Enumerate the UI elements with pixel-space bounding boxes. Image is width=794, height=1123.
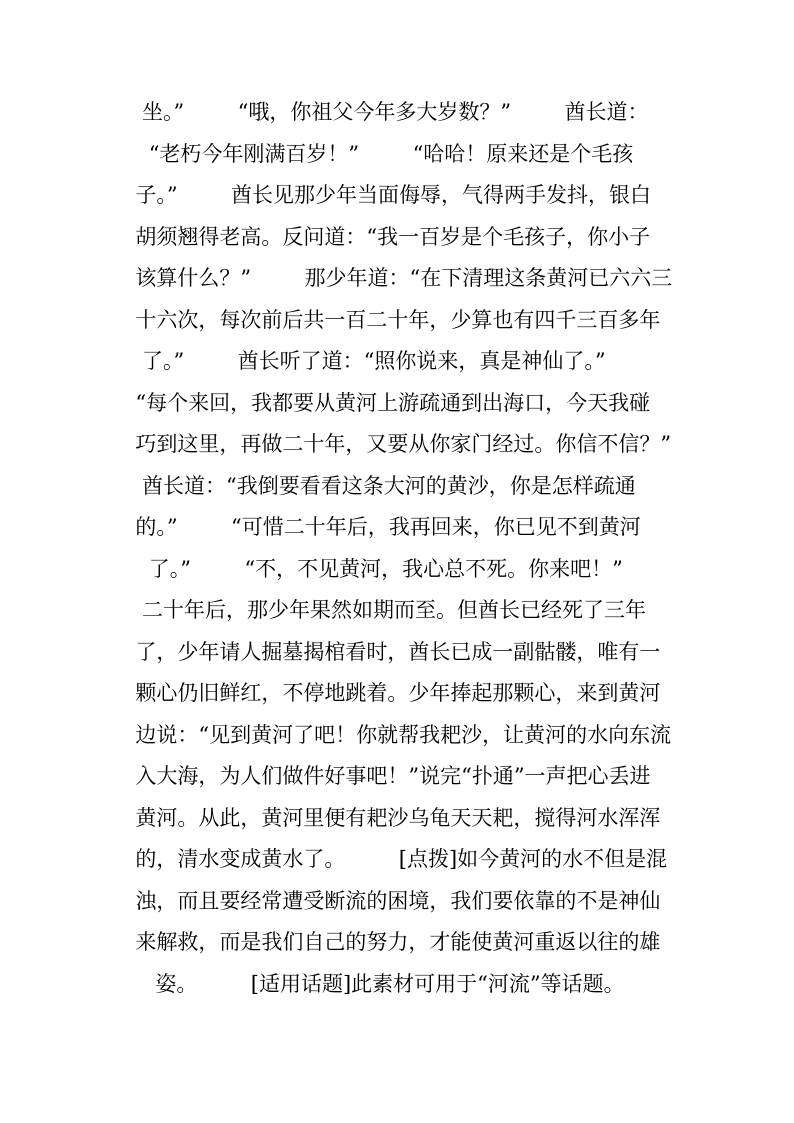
text-line: 黄河。从此，黄河里便有耙沙乌龟天天耙，搅得河水浑浑	[122, 805, 661, 830]
text-line: 十六次，每次前后共一百二十年，少算也有四千三百多年	[122, 307, 661, 332]
text-line: 巧到这里，再做二十年，又要从你家门经过。你信不信？”	[122, 432, 672, 456]
body-text	[122, 92, 682, 1005]
text-line: 该算什么？” 那少年道：“在下清理这条黄河已六六三	[122, 266, 673, 290]
text-line: 的，清水变成黄水了。 [点拨]如今黄河的水不但是混	[122, 847, 668, 871]
text-line: 了。” “不，不见黄河，我心总不死。你来吧！”	[122, 556, 623, 581]
text-line: 颗心仍旧鲜红，不停地跳着。少年捧起那颗心，来到黄河	[122, 681, 661, 705]
text-line: 胡须翘得老高。反问道：“我一百岁是个毛孩子，你小子	[122, 224, 651, 249]
text-line: 入大海，为人们做件好事吧！”说完“扑通”一声把心丢进	[122, 764, 651, 788]
text-line: 了。” 酋长听了道：“照你说来，真是神仙了。”	[122, 349, 606, 373]
text-line: 子。” 酋长见那少年当面侮辱，气得两手发抖，银白	[122, 183, 651, 207]
text-line: 来解救，而是我们自己的努力，才能使黄河重返以往的雄	[122, 930, 661, 954]
text-line: 坐。” “哦，你祖父今年多大岁数？” 酋长道：	[122, 100, 649, 124]
text-line: 的。” “可惜二十年后，我再回来，你已见不到黄河	[122, 515, 641, 539]
text-line: 了，少年请人掘墓揭棺看时，酋长已成一副骷髅，唯有一	[122, 639, 661, 664]
text-line: 姿。 [适用话题]此素材可用于“河流”等话题。	[122, 971, 625, 996]
text-line: 酋长道：“我倒要看看这条大河的黄沙，你是怎样疏通	[122, 473, 636, 498]
text-line: “老朽今年刚满百岁！” “哈哈！原来还是个毛孩	[122, 141, 634, 166]
text-line: “每个来回，我都要从黄河上游疏通到出海口，今天我碰	[122, 390, 651, 415]
text-line: 边说：“见到黄河了吧！你就帮我耙沙，让黄河的水向东流	[122, 722, 672, 747]
text-line: 浊，而且要经常遭受断流的困境，我们要依靠的不是神仙	[122, 888, 661, 913]
text-line: 二十年后，那少年果然如期而至。但酋长已经死了三年	[122, 598, 647, 622]
